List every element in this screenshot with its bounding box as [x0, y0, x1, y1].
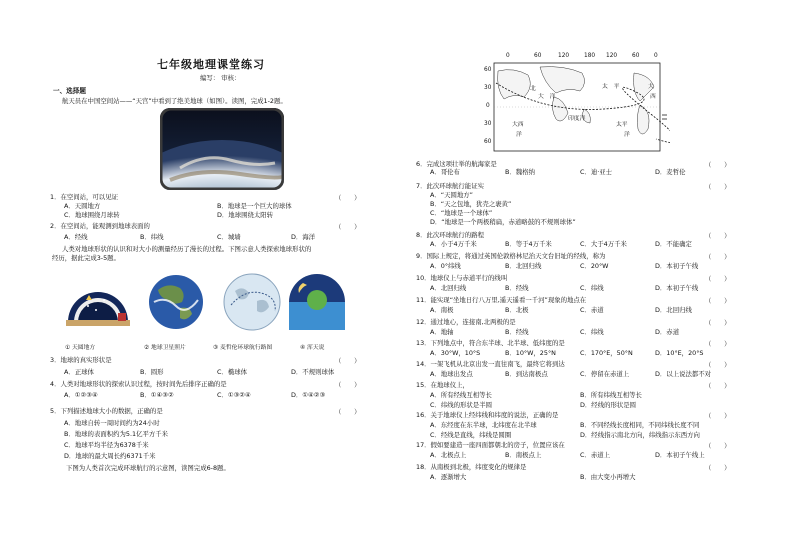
option: D．不规则球体	[291, 368, 335, 376]
option: A．地球出发点	[430, 370, 473, 378]
question-10-stem: 10．地球仪上与赤道平行的线叫	[416, 274, 508, 282]
option: B．地球是一个巨大的球体	[217, 202, 292, 210]
option: D．地球围绕太阳转	[217, 211, 274, 219]
answer-blank: （ ）	[335, 223, 361, 231]
intro-text: 航天员在中国空间站——“天宫”中看到了绝美地球（如图）。读图，完成1-2题。	[62, 97, 287, 105]
caption-3: ③ 麦哲伦环球航行路图	[213, 345, 273, 351]
intro-text: 人类对地球形状的认识和对大小的测量经历了漫长的过程。下图示意人类探索地球形状的	[62, 245, 312, 253]
option: C．纬线	[580, 328, 604, 336]
option: A．北极点上	[430, 451, 467, 459]
caption-4: ④ 浑天说	[300, 345, 325, 351]
question-1-stem: 1．在空间站，可以见证	[50, 193, 118, 201]
option: C．迪·亚士	[580, 168, 613, 176]
answer-blank: （ ）	[705, 361, 731, 369]
option: D．10°E，20°S	[655, 349, 704, 357]
option: B．纬线	[140, 233, 164, 241]
map-label: 太平	[616, 122, 628, 128]
option: D．①④②③	[291, 391, 326, 399]
map-label: 印度洋	[568, 116, 586, 122]
voyage-route-illustration	[221, 271, 283, 333]
option: C．停留在赤道上	[580, 370, 630, 378]
map-tick-top: 0	[506, 53, 510, 59]
authors-line: 编写： 审核：	[200, 74, 241, 82]
question-9-stem: 9．国际上规定，将通过英国伦敦格林尼治天文台旧址的经线，称为	[416, 252, 606, 260]
earth-from-station-photo	[160, 108, 284, 190]
question-6-stem: 6．完成这项壮举的航海家是	[416, 160, 497, 168]
celestial-sphere-illustration	[287, 271, 347, 333]
option: A．小于4万千米	[430, 240, 477, 248]
question-11-stem: 11．能实现“坐地日行八万里,遥天遥看一千河”现象的地点在	[416, 296, 587, 304]
option: C．经线是直线，纬线是圆圈	[430, 431, 512, 439]
option: C．纬线的形状是半圆	[430, 401, 492, 409]
option: B．经线	[505, 284, 529, 292]
question-2-stem: 2．在空间站，能观测到地球表面的	[50, 222, 150, 230]
question-16-stem: 16．关于地球仪上经纬线和纬度的说法，正确的是	[416, 411, 559, 419]
answer-blank: （ ）	[705, 297, 731, 305]
answer-blank: （ ）	[335, 408, 361, 416]
option: C．椭球体	[217, 368, 248, 376]
option: D．海洋	[291, 233, 316, 241]
option: B．北回归线	[505, 262, 542, 270]
map-tick-top: 120	[606, 53, 618, 59]
option: D．赤道	[655, 328, 680, 336]
option: D．本初子午线上	[655, 451, 705, 459]
answer-blank: （ ）	[705, 319, 731, 327]
answer-blank: （ ）	[705, 253, 731, 261]
option: A．北回归线	[430, 284, 467, 292]
map-label: 大西	[512, 122, 524, 128]
answer-blank: （ ）	[705, 183, 731, 191]
option: D．地球的最大周长约6371千米	[64, 452, 156, 460]
option: B．到达南极点	[505, 370, 548, 378]
option: B．“天之包地，犹壳之裹黄”	[430, 200, 512, 208]
option: A．正球体	[64, 368, 94, 376]
option: B．北极	[505, 306, 529, 314]
option: A．“天圆地方”	[430, 191, 473, 199]
option: A．逐渐增大	[430, 473, 467, 481]
page-title: 七年级地理课堂练习	[157, 58, 265, 71]
intro-text: 下图为人类首次完成环球航行的示意图，读图完成6-8题。	[66, 464, 230, 472]
map-label: 大	[648, 84, 654, 90]
option: D．不能确定	[655, 240, 692, 248]
answer-blank: （ ）	[705, 464, 731, 472]
map-label: 大 洋	[538, 94, 556, 100]
option: D．经线指示南北方向，纬线指示东西方向	[580, 431, 700, 439]
map-tick-top: 120	[558, 53, 570, 59]
option: C．“地球是一个球体”	[430, 209, 493, 217]
question-12-stem: 12．通过地心，连接南,北两极的是	[416, 318, 516, 326]
answer-blank: （ ）	[705, 382, 731, 390]
option: C．地球平均半径为6378千米	[64, 441, 149, 449]
map-tick-top: 60	[632, 53, 640, 59]
map-tick-side: 60	[484, 67, 492, 73]
option: A．所有经线互相等长	[430, 391, 492, 399]
intro-text: 经历，据此完成3-5题。	[52, 254, 120, 262]
option: C．城墙	[217, 233, 241, 241]
option: A．南极	[430, 306, 454, 314]
question-4-stem: 4．人类对地球形状的探索认识过程，按时间先后排序正确的是	[50, 380, 227, 388]
option: C．赤道	[580, 306, 604, 314]
map-tick-top: 60	[534, 53, 542, 59]
option: D．北回归线	[655, 306, 692, 314]
option: C．大于4万千米	[580, 240, 627, 248]
map-tick-side: 60	[484, 139, 492, 145]
option: B．①④③②	[140, 391, 174, 399]
map-tick-side: 30	[484, 85, 492, 91]
question-17-stem: 17．假如要建造一座四面都朝北的房子，位置应该在	[416, 441, 565, 449]
map-tick-side: 0	[486, 103, 490, 109]
option: C．赤道上	[580, 451, 611, 459]
question-18-stem: 18．从南极到北极，纬度变化的规律是	[416, 463, 527, 471]
option: D．经线的形状是圆	[580, 401, 637, 409]
option: A．地轴	[430, 328, 454, 336]
answer-blank: （ ）	[335, 194, 361, 202]
caption-1: ① 天圆地方	[65, 345, 96, 351]
section-heading: 一、选择题	[53, 87, 86, 95]
answer-blank: （ ）	[705, 232, 731, 240]
option: D．“地球是一个两极稍扁，赤道略鼓的不规则球体”	[430, 218, 576, 226]
map-tick-side: 30	[484, 121, 492, 127]
option: A．地球自转一周时间约为24小时	[64, 419, 160, 427]
map-label: 西	[650, 94, 656, 100]
option: A．0°纬线	[430, 262, 461, 270]
question-3-stem: 3．地球的真实形状是	[50, 356, 112, 364]
caption-2: ② 地球卫星照片	[144, 345, 186, 351]
answer-blank: （ ）	[335, 357, 361, 365]
answer-blank: （ ）	[705, 412, 731, 420]
option: C．①③②④	[217, 391, 251, 399]
satellite-photo-illustration	[146, 272, 206, 332]
option: B．经线	[505, 328, 529, 336]
option: B．魏格纳	[505, 168, 535, 176]
option: D．麦哲伦	[655, 168, 686, 176]
option: B．地球的表面积约为5.1亿平方千米	[64, 430, 169, 438]
question-8-stem: 8．此次环球航行的路程	[416, 231, 484, 239]
answer-blank: （ ）	[705, 161, 731, 169]
map-label: 洋	[516, 132, 522, 138]
option: A．东经度在东半球，北纬度在北半球	[430, 421, 537, 429]
answer-blank: （ ）	[705, 275, 731, 283]
map-label: 洋	[624, 132, 630, 138]
option: A．经线	[64, 233, 88, 241]
option: B．南极点上	[505, 451, 542, 459]
option: A．哥伦布	[430, 168, 460, 176]
option: B．由大变小再增大	[580, 473, 636, 481]
option: B．不同经线长度相同，不同纬线长度不同	[580, 421, 700, 429]
map-label: 北	[530, 86, 536, 92]
heaven-round-earth-square-illustration	[64, 270, 132, 334]
option: D．本初子午线	[655, 262, 699, 270]
option: C．20°W	[580, 262, 609, 270]
question-7-stem: 7．此次环球航行能证实	[416, 182, 484, 190]
option: A．天圆地方	[64, 202, 101, 210]
question-5-stem: 5．下列描述地球大小的数据，正确的是	[50, 407, 163, 415]
option: C．地球围绕月球转	[64, 211, 120, 219]
option: D．以上说法都不对	[655, 370, 712, 378]
question-13-stem: 13．下列地点中，符合东半球、北半球、低纬度的是	[416, 339, 565, 347]
map-tick-top: 0	[654, 53, 658, 59]
option: A．①②③④	[64, 391, 98, 399]
answer-blank: （ ）	[705, 442, 731, 450]
option: B．圆形	[140, 368, 164, 376]
option: C．纬线	[580, 284, 604, 292]
voyage-world-map	[484, 53, 670, 161]
question-15-stem: 15．在地球仪上，	[416, 381, 469, 389]
map-label: 太 平	[602, 84, 620, 90]
option: C．170°E，50°N	[580, 349, 633, 357]
option: B．等于4万千米	[505, 240, 552, 248]
option: A．30°W，10°S	[430, 349, 481, 357]
question-14-stem: 14．一架飞机从北京出发一直往南飞，最终它将到达	[416, 360, 565, 368]
option: B．所有纬线互相等长	[580, 391, 642, 399]
option: B．10°W，25°N	[505, 349, 556, 357]
answer-blank: （ ）	[705, 340, 731, 348]
map-tick-top: 180	[584, 53, 596, 59]
answer-blank: （ ）	[335, 381, 361, 389]
option: D．本初子午线	[655, 284, 699, 292]
